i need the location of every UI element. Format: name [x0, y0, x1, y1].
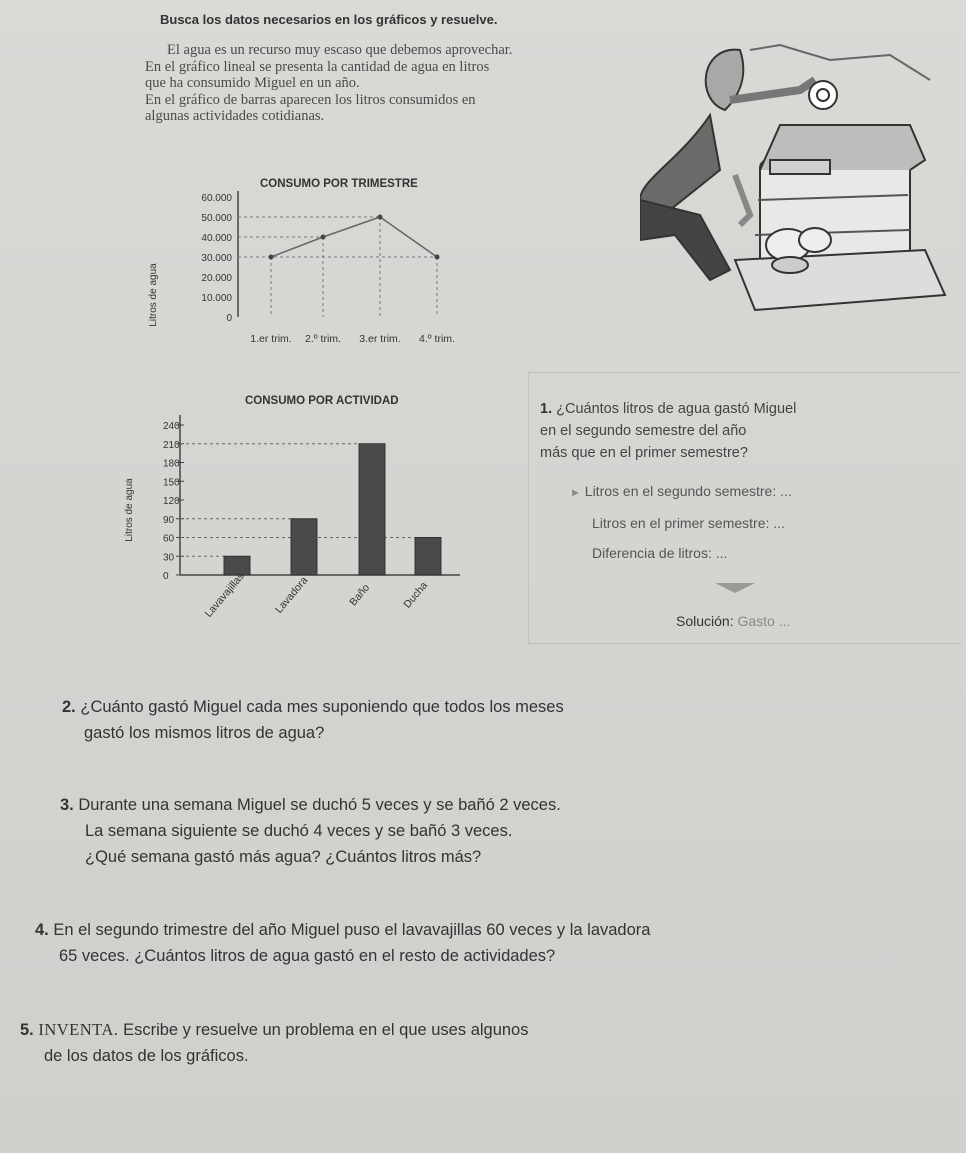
bar: [291, 519, 317, 575]
question-text: ¿Cuántos litros de agua gastó Miguel: [556, 401, 797, 417]
question-text: más que en el primer semestre?: [540, 445, 748, 461]
line-y-tick-label: 60.000: [201, 193, 232, 204]
sub-line-first-semester: Litros en el primer semestre: ...: [592, 515, 785, 531]
line-chart-title: CONSUMO POR TRIMESTRE: [260, 178, 418, 190]
question-text: Escribe y resuelve un problema en el que uses algunos: [123, 1021, 529, 1039]
solution-label: Solución:: [676, 613, 734, 629]
question-number: 3.: [60, 796, 74, 814]
bar-y-tick-label: 120: [163, 496, 180, 507]
solution-text: Gasto ...: [737, 613, 791, 629]
question-4: [35, 917, 650, 969]
question-text: gastó los mismos litros de agua?: [84, 724, 325, 742]
question-text: de los datos de los gráficos.: [44, 1047, 249, 1065]
bar-y-tick-label: 150: [163, 477, 180, 489]
line-series: [271, 217, 437, 257]
question-text: en el segundo semestre del año: [540, 423, 747, 439]
question-1: [540, 398, 920, 632]
line-y-tick-label: 10.000: [201, 293, 232, 304]
line-x-tick-label: 1.er trim.: [250, 333, 292, 345]
line-y-tick-label: 0: [226, 313, 232, 324]
page-heading: Busca los datos necesarios en los gráficos y resuelve.: [160, 12, 498, 27]
line-x-tick-label: 2.º trim.: [305, 333, 341, 345]
line-y-tick-label: 50.000: [201, 213, 232, 224]
triangle-icon: [715, 583, 755, 593]
bar: [415, 538, 441, 576]
line-point: [378, 215, 383, 220]
question-text: 65 veces. ¿Cuántos litros de agua gastó en el resto de actividades?: [59, 947, 556, 965]
intro-line: En el gráfico de barras aparecen los litros consumidos en: [145, 91, 476, 108]
dishwasher-illustration: [640, 40, 965, 320]
bar-y-tick-label: 30: [163, 552, 175, 564]
question-text: La semana siguiente se duchó 4 veces y se bañó 3 veces.: [85, 822, 513, 840]
line-point: [269, 255, 274, 260]
bar-y-tick-label: 240: [163, 421, 180, 432]
question-5: [20, 1017, 529, 1069]
sub-line-difference: Diferencia de litros: ...: [592, 545, 728, 561]
question-2: [62, 694, 564, 746]
bar: [359, 444, 385, 575]
bar-category-label: Lavavajillas: [202, 570, 247, 620]
question-text: En el segundo trimestre del año Miguel puso el lavavajillas 60 veces y la lavadora: [53, 921, 651, 939]
question-text: ¿Qué semana gastó más agua? ¿Cuántos litros más?: [85, 848, 482, 866]
question-text: Durante una semana Miguel se duchó 5 veces y se bañó 2 veces.: [78, 796, 561, 814]
intro-line: El agua es un recurso muy escaso que debemos aprovechar.: [167, 42, 513, 58]
bar-chart-title: CONSUMO POR ACTIVIDAD: [245, 395, 399, 407]
question-number: 5.: [20, 1021, 34, 1039]
intro-text: [145, 42, 615, 125]
question-label: INVENTA.: [38, 1020, 119, 1039]
bar-y-tick-label: 180: [163, 458, 180, 470]
line-x-tick-label: 4.º trim.: [419, 333, 455, 345]
line-y-tick-label: 20.000: [201, 273, 232, 284]
bar-category-label: Ducha: [401, 579, 431, 611]
question-number: 2.: [62, 698, 76, 716]
line-point: [435, 255, 440, 260]
bar-y-tick-label: 90: [163, 514, 175, 526]
line-point: [321, 235, 326, 240]
question-text: ¿Cuánto gastó Miguel cada mes suponiendo que todos los meses: [80, 698, 564, 716]
bar-y-tick-label: 60: [163, 533, 175, 545]
bar-y-tick-label: 210: [163, 439, 180, 451]
bar-category-label: Lavadora: [273, 574, 311, 616]
line-x-tick-label: 3.er trim.: [359, 333, 401, 345]
line-chart-ylabel: Litros de agua: [148, 263, 159, 327]
intro-line: algunas actividades cotidianas.: [145, 108, 325, 124]
question-number: 1.: [540, 401, 553, 417]
arrow-icon: ►: [570, 487, 581, 499]
question-number: 4.: [35, 921, 49, 939]
bar-chart-ylabel: Litros de agua: [124, 478, 135, 542]
bar-chart-consumo-actividad: [115, 385, 475, 655]
intro-line: En el gráfico lineal se presenta la cantidad de agua en litros: [145, 58, 490, 75]
line-y-tick-label: 40.000: [201, 233, 232, 244]
line-chart-consumo-trimestre: [130, 165, 490, 355]
intro-line: que ha consumido Miguel en un año.: [145, 75, 360, 91]
sub-line-second-semester: Litros en el segundo semestre: ...: [584, 483, 792, 499]
question-3: [60, 792, 561, 870]
bar-category-label: Baño: [347, 581, 373, 609]
bar-y-tick-label: 0: [163, 571, 169, 582]
line-y-tick-label: 30.000: [201, 253, 232, 264]
